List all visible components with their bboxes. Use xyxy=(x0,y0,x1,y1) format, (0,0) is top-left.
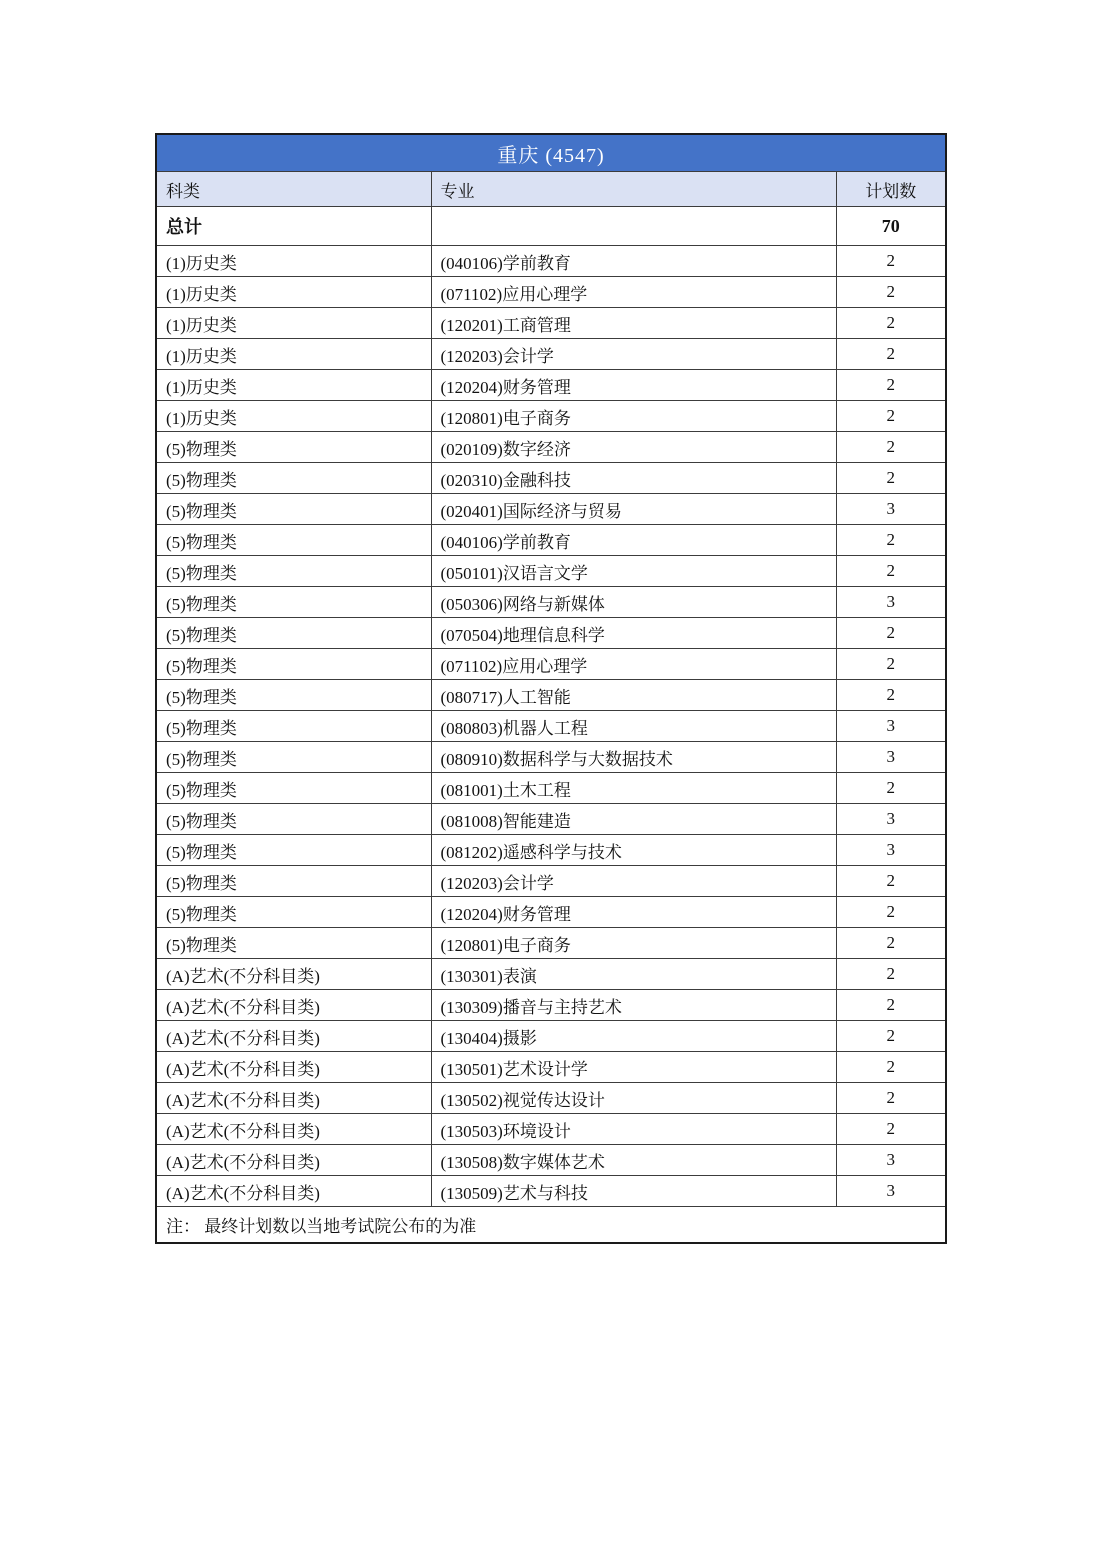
major-cell: (130508)数字媒体艺术 xyxy=(431,1145,836,1176)
major-cell: (020109)数字经济 xyxy=(431,432,836,463)
category-cell: (5)物理类 xyxy=(156,711,431,742)
column-header-major: 专业 xyxy=(431,172,836,207)
count-cell: 2 xyxy=(836,308,946,339)
table-title: 重庆 (4547) xyxy=(156,134,946,172)
count-cell: 2 xyxy=(836,649,946,680)
count-cell: 2 xyxy=(836,928,946,959)
major-cell: (020401)国际经济与贸易 xyxy=(431,494,836,525)
category-cell: (5)物理类 xyxy=(156,494,431,525)
category-cell: (A)艺术(不分科目类) xyxy=(156,1052,431,1083)
major-cell: (130309)播音与主持艺术 xyxy=(431,990,836,1021)
table-row xyxy=(156,339,946,370)
count-cell: 3 xyxy=(836,711,946,742)
count-cell: 2 xyxy=(836,370,946,401)
table-row xyxy=(156,246,946,277)
table-row xyxy=(156,1145,946,1176)
total-major-cell xyxy=(431,207,836,246)
count-cell: 3 xyxy=(836,587,946,618)
major-cell: (120201)工商管理 xyxy=(431,308,836,339)
table-row xyxy=(156,1176,946,1207)
major-cell: (070504)地理信息科学 xyxy=(431,618,836,649)
category-cell: (1)历史类 xyxy=(156,339,431,370)
table-row xyxy=(156,928,946,959)
table-row xyxy=(156,1114,946,1145)
table-row xyxy=(156,1052,946,1083)
major-cell: (040106)学前教育 xyxy=(431,246,836,277)
major-cell: (120801)电子商务 xyxy=(431,401,836,432)
count-cell: 3 xyxy=(836,804,946,835)
category-cell: (5)物理类 xyxy=(156,525,431,556)
plan-table-container xyxy=(155,133,945,1244)
category-cell: (5)物理类 xyxy=(156,835,431,866)
category-cell: (1)历史类 xyxy=(156,246,431,277)
total-count: 70 xyxy=(836,207,946,246)
table-body xyxy=(156,207,946,1244)
major-cell: (081001)土木工程 xyxy=(431,773,836,804)
major-cell: (071102)应用心理学 xyxy=(431,277,836,308)
count-cell: 2 xyxy=(836,866,946,897)
table-row xyxy=(156,370,946,401)
category-cell: (5)物理类 xyxy=(156,680,431,711)
note-row xyxy=(156,1207,946,1244)
major-cell: (080803)机器人工程 xyxy=(431,711,836,742)
count-cell: 2 xyxy=(836,525,946,556)
total-row xyxy=(156,207,946,246)
table-row xyxy=(156,432,946,463)
major-cell: (050306)网络与新媒体 xyxy=(431,587,836,618)
category-cell: (A)艺术(不分科目类) xyxy=(156,990,431,1021)
count-cell: 3 xyxy=(836,1145,946,1176)
count-cell: 3 xyxy=(836,742,946,773)
count-cell: 2 xyxy=(836,246,946,277)
count-cell: 2 xyxy=(836,556,946,587)
major-cell: (130404)摄影 xyxy=(431,1021,836,1052)
table-row xyxy=(156,773,946,804)
category-cell: (5)物理类 xyxy=(156,928,431,959)
category-cell: (A)艺术(不分科目类) xyxy=(156,1114,431,1145)
category-cell: (1)历史类 xyxy=(156,401,431,432)
count-cell: 2 xyxy=(836,1021,946,1052)
table-row xyxy=(156,711,946,742)
table-row xyxy=(156,277,946,308)
table-row xyxy=(156,742,946,773)
major-cell: (071102)应用心理学 xyxy=(431,649,836,680)
table-row xyxy=(156,618,946,649)
category-cell: (A)艺术(不分科目类) xyxy=(156,1083,431,1114)
category-cell: (5)物理类 xyxy=(156,897,431,928)
major-cell: (120203)会计学 xyxy=(431,866,836,897)
table-row xyxy=(156,897,946,928)
major-cell: (040106)学前教育 xyxy=(431,525,836,556)
plan-table xyxy=(155,133,947,1244)
category-cell: (5)物理类 xyxy=(156,432,431,463)
major-cell: (081008)智能建造 xyxy=(431,804,836,835)
category-cell: (1)历史类 xyxy=(156,277,431,308)
column-header-count: 计划数 xyxy=(836,172,946,207)
count-cell: 2 xyxy=(836,990,946,1021)
category-cell: (5)物理类 xyxy=(156,866,431,897)
major-cell: (130509)艺术与科技 xyxy=(431,1176,836,1207)
table-row xyxy=(156,649,946,680)
major-cell: (080717)人工智能 xyxy=(431,680,836,711)
count-cell: 2 xyxy=(836,339,946,370)
major-cell: (120203)会计学 xyxy=(431,339,836,370)
count-cell: 2 xyxy=(836,1083,946,1114)
major-cell: (130502)视觉传达设计 xyxy=(431,1083,836,1114)
count-cell: 2 xyxy=(836,897,946,928)
category-cell: (5)物理类 xyxy=(156,587,431,618)
table-row xyxy=(156,587,946,618)
table-row xyxy=(156,990,946,1021)
table-row xyxy=(156,401,946,432)
count-cell: 2 xyxy=(836,463,946,494)
count-cell: 2 xyxy=(836,618,946,649)
major-cell: (120204)财务管理 xyxy=(431,897,836,928)
table-row xyxy=(156,1021,946,1052)
table-row xyxy=(156,835,946,866)
column-header-category: 科类 xyxy=(156,172,431,207)
note-text: 注： 最终计划数以当地考试院公布的为准 xyxy=(156,1207,946,1244)
major-cell: (130503)环境设计 xyxy=(431,1114,836,1145)
table-row xyxy=(156,866,946,897)
major-cell: (020310)金融科技 xyxy=(431,463,836,494)
count-cell: 2 xyxy=(836,277,946,308)
category-cell: (5)物理类 xyxy=(156,556,431,587)
category-cell: (1)历史类 xyxy=(156,370,431,401)
count-cell: 2 xyxy=(836,959,946,990)
major-cell: (130501)艺术设计学 xyxy=(431,1052,836,1083)
table-row xyxy=(156,525,946,556)
major-cell: (050101)汉语言文学 xyxy=(431,556,836,587)
count-cell: 3 xyxy=(836,835,946,866)
major-cell: (081202)遥感科学与技术 xyxy=(431,835,836,866)
count-cell: 3 xyxy=(836,494,946,525)
category-cell: (5)物理类 xyxy=(156,463,431,494)
count-cell: 2 xyxy=(836,1114,946,1145)
count-cell: 2 xyxy=(836,680,946,711)
major-cell: (130301)表演 xyxy=(431,959,836,990)
table-row xyxy=(156,1083,946,1114)
count-cell: 2 xyxy=(836,401,946,432)
table-title-row xyxy=(156,134,946,172)
category-cell: (5)物理类 xyxy=(156,773,431,804)
category-cell: (A)艺术(不分科目类) xyxy=(156,1145,431,1176)
category-cell: (A)艺术(不分科目类) xyxy=(156,959,431,990)
count-cell: 2 xyxy=(836,773,946,804)
table-row xyxy=(156,308,946,339)
table-row xyxy=(156,680,946,711)
count-cell: 3 xyxy=(836,1176,946,1207)
category-cell: (5)物理类 xyxy=(156,618,431,649)
table-row xyxy=(156,494,946,525)
table-row xyxy=(156,804,946,835)
category-cell: (5)物理类 xyxy=(156,742,431,773)
major-cell: (120204)财务管理 xyxy=(431,370,836,401)
table-row xyxy=(156,556,946,587)
table-header-row xyxy=(156,172,946,207)
count-cell: 2 xyxy=(836,1052,946,1083)
category-cell: (1)历史类 xyxy=(156,308,431,339)
table-row xyxy=(156,959,946,990)
category-cell: (A)艺术(不分科目类) xyxy=(156,1176,431,1207)
category-cell: (A)艺术(不分科目类) xyxy=(156,1021,431,1052)
count-cell: 2 xyxy=(836,432,946,463)
table-row xyxy=(156,463,946,494)
category-cell: (5)物理类 xyxy=(156,804,431,835)
major-cell: (120801)电子商务 xyxy=(431,928,836,959)
total-label: 总计 xyxy=(156,207,431,246)
category-cell: (5)物理类 xyxy=(156,649,431,680)
major-cell: (080910)数据科学与大数据技术 xyxy=(431,742,836,773)
